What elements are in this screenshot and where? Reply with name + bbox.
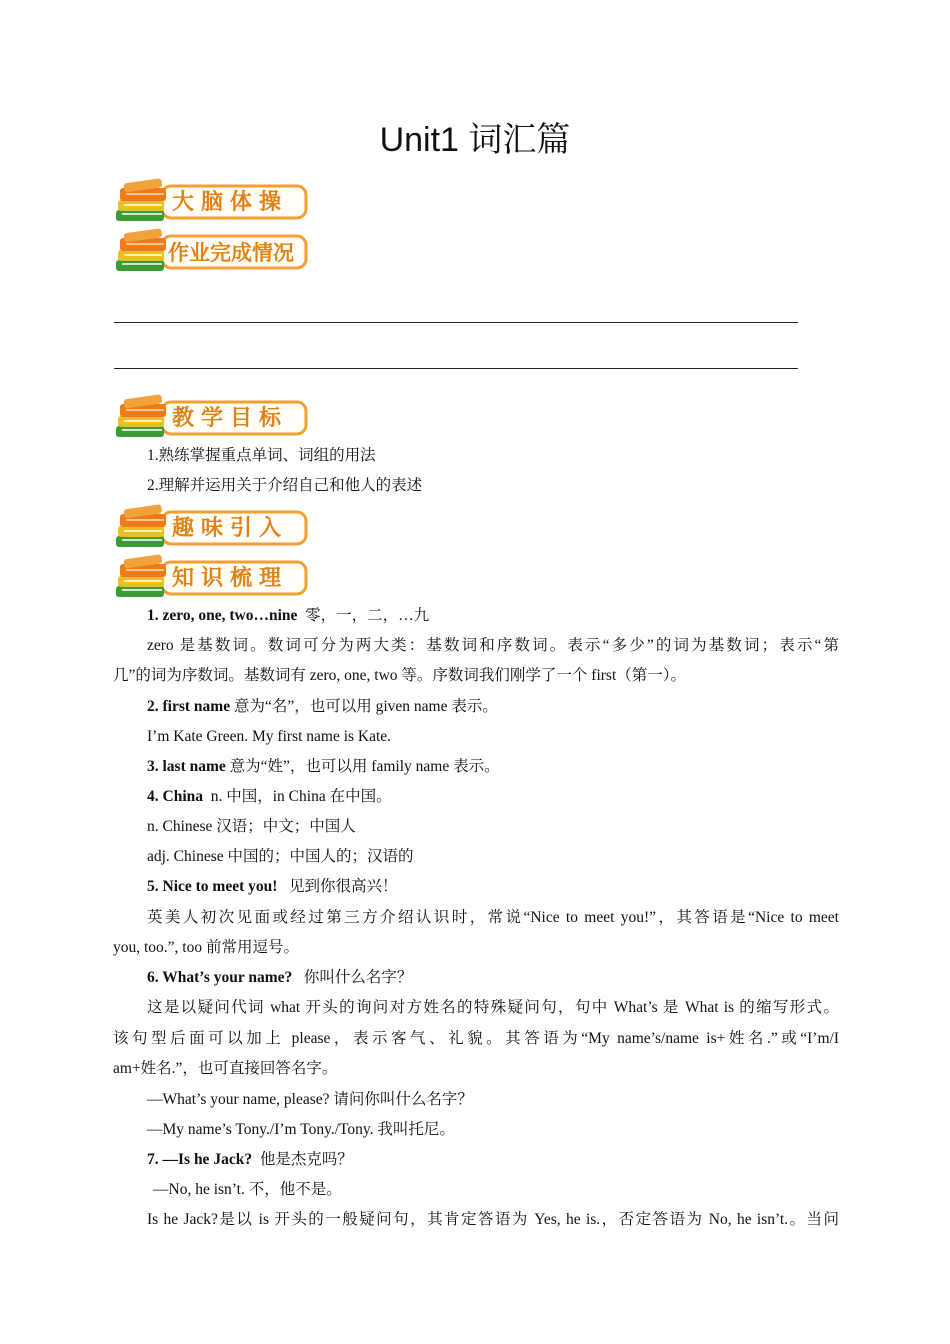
definition-line: n. Chinese 汉语；中文；中国人: [147, 818, 356, 835]
paragraph-line: 这是以疑问代词 what 开头的询问对方姓名的特殊疑问句，句中 What’s 是 What is 的缩写形式。: [147, 999, 839, 1016]
item-7-heading: [147, 1150, 839, 1170]
paragraph-line: 几”的词为序数词。基数词有 zero, one, two 等。序数词我们刚学了一个 first（第一）。: [113, 667, 687, 684]
example-line: —No, he isn’t. 不，他不是。: [153, 1181, 342, 1198]
item-2-heading: [147, 697, 839, 717]
section-header-brain-exercise: [112, 178, 312, 226]
goal-item: 1.熟练掌握重点单词、词组的用法: [147, 447, 376, 464]
section-label: 作业完成情况: [168, 241, 294, 265]
section-label: 大脑体操: [172, 190, 289, 215]
meaning: 意为“名”，也可以用 given name 表示。: [233, 698, 498, 715]
meaning: 见到你很高兴！: [289, 878, 398, 895]
section-header-teaching-goals: [112, 394, 312, 442]
term: 2. first name: [147, 698, 231, 715]
term: 1. zero, one, two…nine: [147, 607, 298, 624]
paragraph-line: Is he Jack?是以 is 开头的一般疑问句，其肯定答语为 Yes, he is.，否定答语为 No, he isn’t.。当问: [147, 1211, 839, 1228]
item-5-heading: [147, 877, 839, 897]
answer-line: [114, 368, 798, 369]
definition-line: adj. Chinese 中国的；中国人的；汉语的: [147, 848, 414, 865]
paragraph-line: am+姓名.”，也可直接回答名字。: [113, 1060, 338, 1077]
example-line: —What’s your name, please? 请问你叫什么名字？: [147, 1091, 473, 1108]
item-3-heading: [147, 757, 839, 777]
item-1-heading: [147, 606, 839, 626]
section-label: 知识梳理: [172, 566, 289, 591]
section-header-fun-intro: [112, 504, 312, 552]
term: 5. Nice to meet you!: [147, 878, 278, 895]
meaning: 你叫什么名字？: [303, 969, 413, 986]
term: 6. What’s your name?: [147, 969, 293, 986]
paragraph-line: you, too.”, too 前常用逗号。: [113, 939, 299, 956]
example-line: —My name’s Tony./I’m Tony./Tony. 我叫托尼。: [147, 1121, 455, 1138]
term: 7. —Is he Jack?: [147, 1151, 253, 1168]
meaning: 零，一，二，…九: [305, 607, 430, 624]
section-label: 趣味引入: [172, 516, 289, 541]
meaning: n. 中国，in China 在中国。: [210, 788, 392, 805]
answer-line: [114, 322, 798, 323]
meaning: 他是杰克吗？: [259, 1151, 353, 1168]
paragraph-line: 英美人初次见面或经过第三方介绍认识时，常说“Nice to meet you!”，其答语是“Nice to meet: [147, 909, 839, 926]
term: 3. last name: [147, 758, 226, 775]
section-label: 教学目标: [172, 406, 289, 431]
example-line: I’m Kate Green. My first name is Kate.: [147, 728, 392, 745]
meaning: 意为“姓”，也可以用 family name 表示。: [229, 758, 500, 775]
item-4-heading: [147, 787, 839, 807]
section-header-homework: [112, 228, 312, 276]
term: 4. China: [147, 788, 203, 805]
item-6-heading: [147, 968, 839, 988]
section-header-knowledge: [112, 554, 312, 602]
goal-item: 2.理解并运用关于介绍自己和他人的表述: [147, 477, 423, 494]
page-title: Unit1 词汇篇: [379, 121, 571, 159]
paragraph-line: zero 是基数词。数词可分为两大类：基数词和序数词。表示“多少”的词为基数词；表示“第: [147, 637, 839, 654]
paragraph-line: 该句型后面可以加上 please，表示客气、礼貌。其答语为“My name’s/name is+姓名.”或“I’m/I: [113, 1030, 839, 1047]
